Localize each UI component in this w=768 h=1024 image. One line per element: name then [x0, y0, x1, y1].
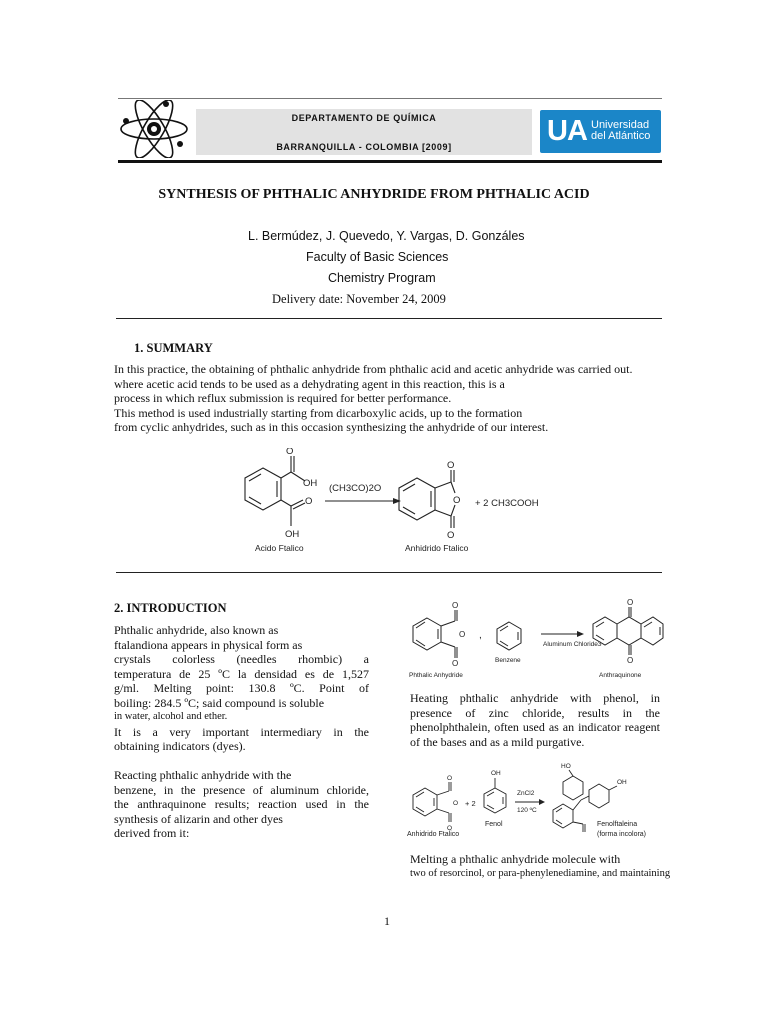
- intro-line: temperatura de 25 ºC la densidad es de 1,527: [114, 666, 369, 681]
- delivery-date: Delivery date: November 24, 2009: [272, 292, 446, 306]
- scheme2-o-ring: O: [459, 630, 466, 639]
- scheme3-label-phenol: Fenol: [485, 821, 503, 828]
- intro-line: crystals colorless (needles rhombic) a: [114, 652, 369, 666]
- paper-title: SYNTHESIS OF PHTHALIC ANHYDRIDE FROM PHTHALIC ACID: [158, 187, 590, 202]
- authors: L. Bermúdez, J. Quevedo, Y. Vargas, D. Gonzáles: [248, 229, 525, 243]
- right-line: two of resorcinol, or para-phenylenediamine, and maintaining: [410, 867, 671, 879]
- summary-heading: 1. SUMMARY: [134, 341, 213, 355]
- scheme3-temp: 120 ºC: [517, 807, 537, 814]
- intro-line: Reacting phthalic anhydride with the: [114, 768, 292, 782]
- university-logo: [540, 110, 661, 153]
- intro-line: in water, alcohol and ether.: [114, 711, 228, 722]
- program: Chemistry Program: [328, 271, 436, 285]
- scheme1-reagent: (CH3CO)2O: [329, 483, 382, 494]
- scheme1-label-anhydride: Anhidrido Ftalico: [405, 543, 469, 553]
- intro-blank-line: [114, 754, 369, 769]
- scheme3-label-anhydride: Anhidrido Ftalico: [407, 831, 460, 838]
- scheme2-label-anthraquinone: Anthraquinone: [599, 672, 642, 679]
- intro-line: boiling: 284.5 ºC; said compound is soluble: [114, 695, 325, 710]
- scheme-phthalic-acid-to-anhydride: [225, 448, 555, 558]
- atom-logo-icon: [118, 100, 190, 158]
- scheme3-o-top: O: [447, 775, 453, 782]
- right-line: Melting a phthalic anhydride molecule with: [410, 852, 621, 866]
- scheme3-o-bottom: O: [447, 825, 453, 832]
- scheme2-catalyst: Aluminum Chloride3: [543, 641, 602, 648]
- right-line: Heating phthalic anhydride with phenol, in: [410, 691, 660, 705]
- summary-line: where acetic acid tends to be used as a dehydrating agent in this reaction, this is a: [114, 376, 505, 391]
- scheme2-o-aq-top: O: [627, 598, 634, 607]
- intro-line: It is a very important intermediary in the: [114, 724, 369, 739]
- right-line: of the bases and as a mild purgative.: [410, 734, 585, 749]
- scheme2-label-benzene: Benzene: [495, 657, 521, 664]
- scheme1-o-acid: O: [305, 496, 313, 507]
- scheme-phenolphthalein: [405, 762, 667, 842]
- scheme3-o-ring: O: [453, 800, 459, 807]
- scheme3-label-product: Fenolftaleina: [597, 821, 638, 828]
- scheme3-oh-product: OH: [617, 779, 627, 786]
- scheme2-comma: ,: [479, 630, 482, 641]
- intro-line: the anthraquinone results; reaction used in the: [114, 797, 369, 811]
- summary-text: [114, 362, 632, 435]
- intro-line: obtaining indicators (dyes).: [114, 739, 246, 753]
- summary-separator: [116, 572, 662, 573]
- summary-line: In this practice, the obtaining of phthalic anhydride from phthalic acid and acetic anhydride was carried out.: [114, 362, 633, 376]
- scheme2-o-aq-bottom: O: [627, 656, 634, 665]
- scheme1-o-carbonyl-bottom: O: [447, 530, 455, 541]
- scheme1-o-carbonyl-top: O: [447, 460, 455, 471]
- summary-line: process in which reflux submission is required for better performance.: [114, 391, 452, 405]
- scheme1-oh-top: OH: [303, 478, 318, 489]
- department-location: BARRANQUILLA - COLOMBIA [2009]: [276, 142, 452, 152]
- scheme3-ho: HO: [561, 763, 571, 770]
- department-name: DEPARTAMENTO DE QUÍMICA: [291, 113, 437, 123]
- scheme1-o-top: O: [286, 448, 294, 457]
- introduction-left-text: [114, 623, 369, 841]
- intro-line: benzene, in the presence of aluminum chloride,: [114, 782, 369, 797]
- phenolphthalein-text: [410, 691, 660, 749]
- intro-line: ftalandiona appears in physical form as: [114, 637, 303, 652]
- header-bottom-rule: [118, 160, 662, 163]
- scheme1-byproduct: + 2 CH3COOH: [475, 498, 539, 509]
- scheme3-oh: OH: [491, 770, 501, 777]
- scheme1-oh-bottom: OH: [285, 529, 300, 540]
- intro-line: derived from it:: [114, 826, 190, 840]
- logo-line-2: del Atlántico: [591, 130, 651, 142]
- intro-line: Phthalic anhydride, also known as: [114, 623, 279, 637]
- logo-line-1: Universidad: [591, 119, 650, 131]
- logo-mark: UA: [547, 115, 587, 147]
- scheme1-o-ring: O: [453, 495, 461, 506]
- resorcinol-text: [410, 852, 670, 881]
- scheme2-o-bottom: O: [452, 659, 459, 668]
- title-separator: [116, 318, 662, 319]
- scheme-anthraquinone: [405, 598, 667, 680]
- page-number: 1: [384, 914, 390, 928]
- right-line: phenolphthalein, often used as an indicator reagent: [410, 720, 660, 734]
- introduction-heading: 2. INTRODUCTION: [114, 601, 227, 615]
- right-line: presence of zinc chloride, results in the: [410, 705, 660, 720]
- faculty: Faculty of Basic Sciences: [306, 250, 449, 264]
- scheme2-o-top: O: [452, 601, 459, 610]
- scheme2-label-anhydride: Phthalic Anhydride: [409, 672, 463, 679]
- intro-line: g/ml. Melting point: 130.8 ºC. Point of: [114, 681, 369, 695]
- summary-line: This method is used industrially starting from dicarboxylic acids, up to the formation: [114, 405, 523, 420]
- summary-line: from cyclic anhydrides, such as in this occasion synthesizing the anhydride of our interest.: [114, 420, 549, 434]
- scheme3-plus: + 2: [465, 799, 476, 808]
- scheme3-label-colorless: (forma incolora): [597, 831, 647, 838]
- header-top-rule: [118, 98, 662, 99]
- scheme3-catalyst: ZnCl2: [517, 790, 535, 797]
- intro-line: synthesis of alizarin and other dyes: [114, 811, 283, 826]
- scheme1-label-acid: Acido Ftalico: [255, 543, 304, 553]
